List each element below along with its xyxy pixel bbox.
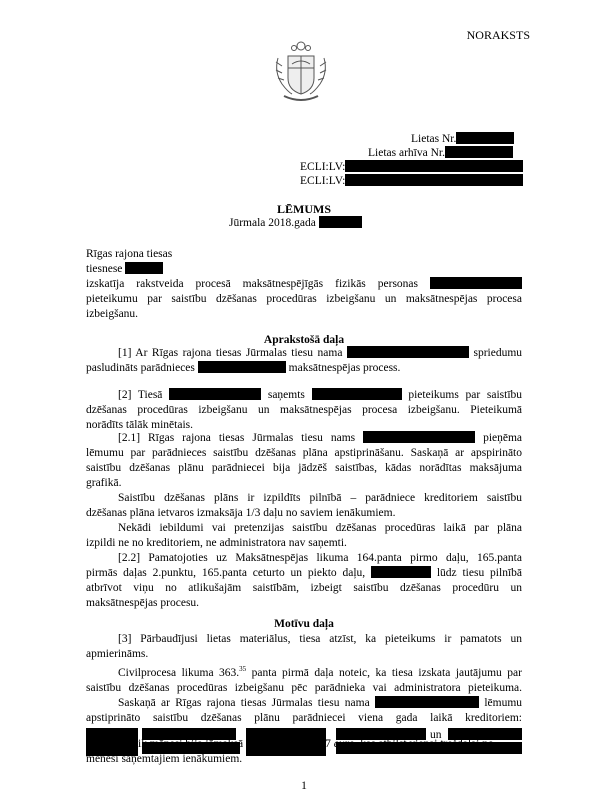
document-label: NORAKSTS <box>466 28 530 42</box>
text: apmierināms. <box>86 648 149 660</box>
text: dzēšanas plāna ietvaros izmaksāja 1/3 daļu no saviem ienākumiem. <box>86 507 396 519</box>
place-date-text: Jūrmala 2018.gada <box>229 217 316 229</box>
text: pasludināts parādnieces <box>86 362 195 374</box>
text: Civilprocesa likuma 363. <box>118 666 240 679</box>
intro <box>86 247 522 322</box>
text: Nekādi iebildumi vai pretenzijas saistību dzēšanas procedūras laikā par plāna <box>118 522 522 534</box>
redaction <box>456 132 514 144</box>
intro-line: pieteikumu par saistību dzēšanas procedūras izbeigšanu un maksātnespējas procesa <box>86 293 522 305</box>
case-number-row <box>411 132 514 145</box>
document-title: LĒMUMS <box>277 202 331 216</box>
redaction <box>125 262 163 274</box>
text: atbrīvot viņu no atlikušajām saistībām, izbeigt saistību dzēšanas procedūru un <box>86 582 522 594</box>
text: [2] Tiesā <box>118 389 163 401</box>
text: [2.2] Pamatojoties uz Maksātnespējas likuma 164.panta pirmo daļu, 165.panta <box>118 552 522 564</box>
text: izskatīja rakstveida procesā maksātnespējīgās fizikās personas <box>86 278 418 290</box>
redaction <box>198 361 286 373</box>
text: saistību dzēšanas procedūras izbeigšanu pēc parādnieka vai administratora pieteikuma. <box>86 681 522 694</box>
ecli-label: ECLI:LV: <box>300 175 346 187</box>
text: [1] Ar Rīgas rajona tiesas Jūrmalas tiesu nama <box>118 347 343 359</box>
text: ik mēnesi bija jāmaksā kopsumma 216,67 <box>138 738 331 750</box>
text: saistību dzēšanas plānu parādniecei bija jādzēš saistības, kādas norādītas maksājuma <box>86 462 522 474</box>
intro-line: izbeigšanu. <box>86 308 139 320</box>
superscript: 35 <box>239 665 247 673</box>
text: mēnesī saņemtajiem ienākumiem. <box>86 753 243 765</box>
coat-of-arms-icon <box>270 38 332 108</box>
text: un <box>430 728 442 741</box>
text: maksātnespējas procesu. <box>86 597 200 609</box>
text: Saskaņā ar Rīgas rajona tiesas Jūrmalas tiesu nama <box>118 696 370 709</box>
text: Saistību dzēšanas plāns ir izpildīts pilnībā – parādniece kreditoriem saistību <box>118 492 522 504</box>
text: , kas atbilst vienai trešdaļai no <box>354 738 494 750</box>
paragraph-1 <box>86 346 522 376</box>
text: panta pirmā daļa noteic, ka tiesa izskata jautājumu par <box>246 666 522 679</box>
page-number: 1 <box>301 780 307 792</box>
paragraph-2 <box>86 388 522 433</box>
ecli-label: ECLI:LV: <box>300 161 346 173</box>
text: spriedumu <box>473 347 523 359</box>
text: lēmumu par parādnieces saistību dzēšanas plāna apstiprināšanu. Saskaņā ar apspirināto <box>86 447 522 459</box>
judge-row <box>86 262 522 277</box>
text: lēmumu <box>484 696 523 709</box>
text: pieteikums par saistību <box>408 389 523 401</box>
ecli-row-2 <box>300 174 523 187</box>
paragraph-2-1 <box>86 431 522 611</box>
court-name: Rīgas rajona tiesas <box>86 248 173 260</box>
text: izpildi ne no kreditoriem, ne administratora nav saņemti. <box>86 537 347 549</box>
redaction <box>345 174 523 186</box>
redaction <box>312 388 402 400</box>
currency: euro <box>333 738 355 750</box>
redaction <box>445 146 513 158</box>
text: [3] Pārbaudījusi lietas materiālus, tiesa atzīst, ka pieteikums ir pamatots un <box>118 633 522 645</box>
archive-number-label: Lietas arhīva Nr. <box>368 147 445 159</box>
case-number-label: Lietas Nr. <box>411 133 457 145</box>
redaction <box>375 696 479 708</box>
redaction <box>363 431 475 443</box>
text: apstiprināto saistību dzēšanas plānu parādniecei viena gada laikā kreditoriem: <box>86 711 522 724</box>
text: grafikā. <box>86 477 122 489</box>
text: dzēšanas procedūras izbeigšanu un maksātnespējas procesa izbeigšanu. Pieteikumā <box>86 404 522 416</box>
archive-number-row <box>368 146 513 159</box>
redaction <box>430 277 522 289</box>
redaction <box>371 566 431 578</box>
text: [2.1] Rīgas rajona tiesas Jūrmalas tiesu nams <box>118 432 356 444</box>
place-date <box>229 216 362 229</box>
redaction <box>345 160 523 172</box>
intro-line <box>86 277 522 292</box>
text: pieņēma <box>483 432 523 444</box>
section-heading-description: Aprakstošā daļa <box>263 334 345 346</box>
judge-label: tiesnese <box>86 263 123 275</box>
redaction <box>347 346 469 358</box>
text: maksātnespējas process. <box>288 362 401 374</box>
text: saņemts <box>267 389 305 401</box>
redaction <box>319 216 362 228</box>
text: lūdz tiesu pilnībā <box>436 567 522 579</box>
text: pirmās daļas 2.punktu, 165.panta ceturto un piekto daļu, <box>86 567 366 579</box>
ecli-row-1 <box>300 160 523 173</box>
payment-line <box>138 737 522 752</box>
redaction <box>169 388 261 400</box>
section-heading-reasoning: Motīvu daļa <box>274 618 334 630</box>
text: norādīts tālāk minētais. <box>86 419 193 431</box>
